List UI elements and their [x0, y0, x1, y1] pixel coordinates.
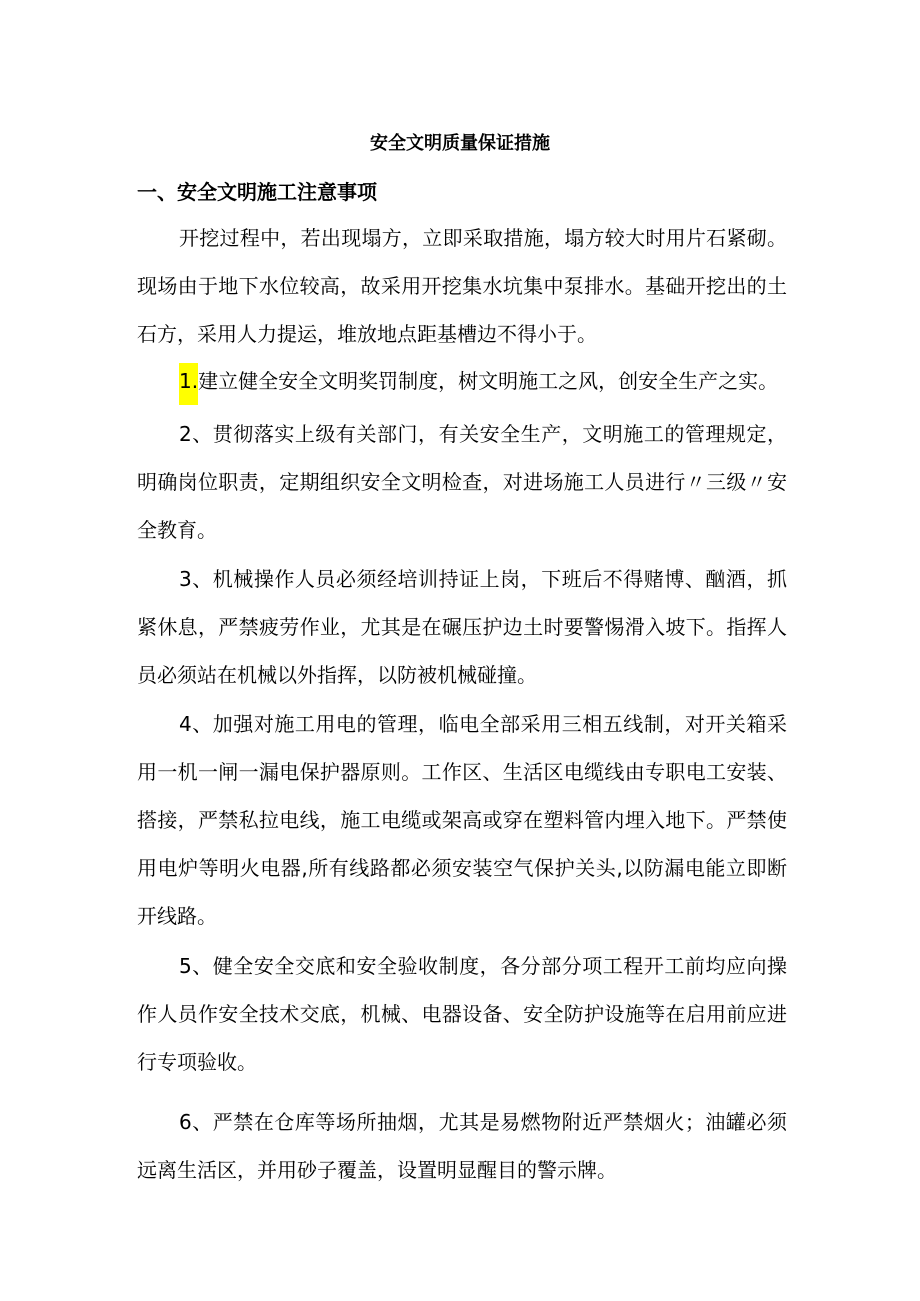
- paragraph-intro: 开挖过程中，若出现塌方，立即采取措施，塌方较大时用片石紧砌。现场由于地下水位较高，故采用开挖集水坑集中泵排水。基础开挖出的土石方，采用人力提运，堆放地点距基槽边不得小于。: [137, 226, 787, 346]
- highlighted-item-number: 1.: [179, 363, 198, 405]
- section-heading: 一、安全文明施工注意事项: [137, 180, 377, 204]
- paragraph-item-1-text: 建立健全安全文明奖罚制度，树文明施工之风，创安全生产之实。: [198, 369, 779, 393]
- paragraph-item-3: 3、机械操作人员必须经培训持证上岗，下班后不得赌博、酗酒，抓紧休息，严禁疲劳作业，尤其是在碾压护边土时要警惕滑入坡下。指挥人员必须站在机械以外指挥，以防被机械碰撞。: [137, 567, 787, 687]
- paragraph-item-4: 4、加强对施工用电的管理，临电全部采用三相五线制，对开关箱采用一机一闸一漏电保护器原则。工作区、生活区电缆线由专职电工安装、搭接，严禁私拉电线，施工电缆或架高或穿在塑料管内埋入地下。严禁使用电炉等明火电器,所有线路都必须安装空气保护关头,以防漏电能立即断开线路。: [137, 712, 787, 928]
- paragraph-item-1: [137, 357, 787, 405]
- paragraph-item-5: 5、健全安全交底和安全验收制度，各分部分项工程开工前均应向操作人员作安全技术交底，机械、电器设备、安全防护设施等在启用前应进行专项验收。: [137, 954, 787, 1074]
- document-title: 安全文明质量保证措施: [370, 133, 550, 154]
- paragraph-item-6: 6、严禁在仓库等场所抽烟，尤其是易燃物附近严禁烟火；油罐必须远离生活区，并用砂子覆盖，设置明显醒目的警示牌。: [137, 1110, 787, 1182]
- paragraph-item-2: 2、贯彻落实上级有关部门，有关安全生产，文明施工的管理规定，明确岗位职责，定期组织安全文明检查，对进场施工人员进行〃三级〃安全教育。: [137, 422, 787, 542]
